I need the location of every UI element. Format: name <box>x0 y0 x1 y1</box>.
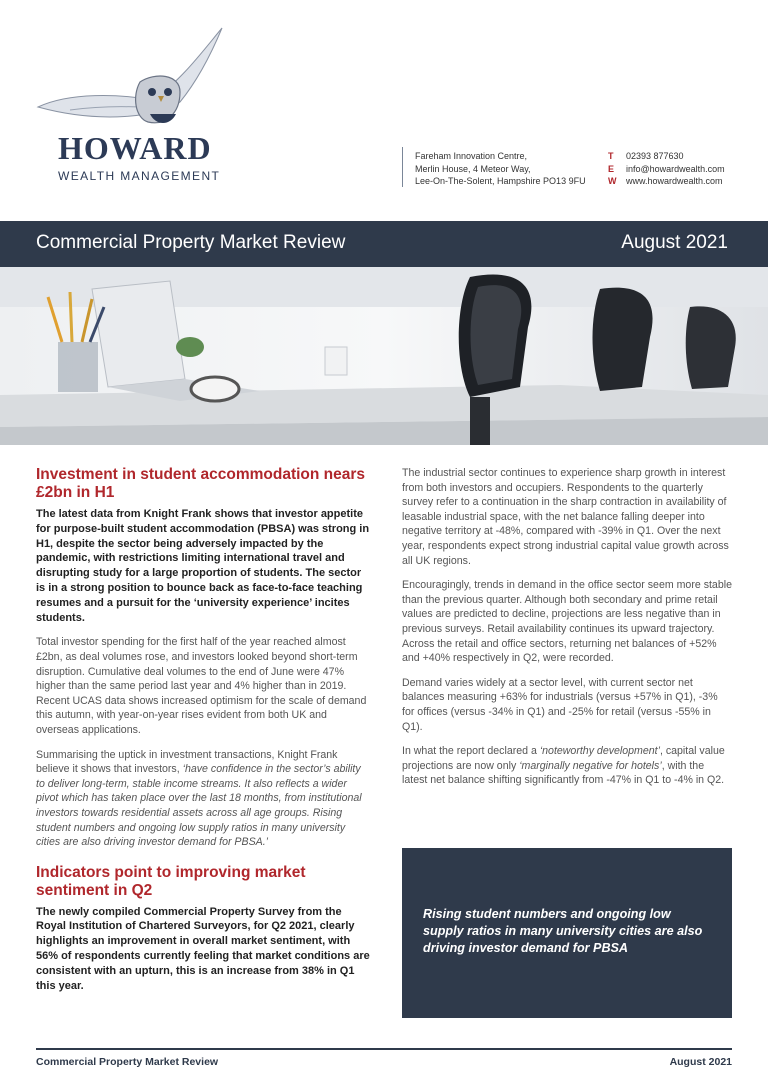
footer-date: August 2021 <box>669 1056 732 1068</box>
quoted-text: ‘marginally negative for hotels’ <box>519 759 662 772</box>
brand-subtitle: WEALTH MANAGEMENT <box>58 169 221 183</box>
footer-rule <box>36 1048 732 1050</box>
body-paragraph <box>36 748 372 850</box>
title-bar <box>0 221 768 267</box>
left-column <box>36 466 372 1003</box>
body-text: Summarising the uptick in investment transactions, Knight Frank believe it shows that investors, <box>36 748 338 776</box>
pull-quote-box <box>402 848 732 1018</box>
phone-value: 02393 877630 <box>626 151 684 161</box>
lead-paragraph: The newly compiled Commercial Property Survey from the Royal Institution of Chartered Surveyors, for Q2 2021, clearly highlights an improvement in overall market sentiment, with 56% of respondents currently feeling that market conditions are consistent with an upturn, this is an increase from 38% in Q1 this year. <box>36 905 370 992</box>
section-heading-student-accommodation: Investment in student accommodation nears £2bn in H1 <box>36 466 366 501</box>
email-letter: E <box>608 163 615 174</box>
section-heading-market-sentiment: Indicators point to improving market sentiment in Q2 <box>36 863 306 899</box>
body-paragraph: Encouragingly, trends in demand in the office sector seem more stable than the previous quarter. Although both secondary and prime retail values are predicted to decline, projections are less negative than in previous surveys. Retail availability continues its upward trajectory. Across the retail and office sectors, returning net balances of +52% and +40% respectively in Q2, were recorded. <box>402 579 732 665</box>
body-text: , with the latest net balance shifting significantly from -47% in Q1 to -4% in Q2. <box>402 759 725 787</box>
address-line: Fareham Innovation Centre, <box>415 151 528 161</box>
body-text: In what the report declared a <box>402 745 540 758</box>
contact-block <box>608 150 725 188</box>
email-value: info@howardwealth.com <box>626 163 725 174</box>
lead-paragraph: The latest data from Knight Frank shows that investor appetite for purpose-built student accommodation (PBSA) was strong in H1, despite the sector being adversely impacted by the pandemic, with restrictions limiting international travel and disrupting study for a large proportion of students. The sector is in a strong position to bounce back as face-to-face teaching resumes and a pursuit for the ‘university experience’ incites students. <box>36 508 370 624</box>
document-title: Commercial Property Market Review <box>36 232 346 253</box>
web-letter: W <box>608 176 617 186</box>
address-line: Merlin House, 4 Meteor Way, <box>415 163 531 174</box>
footer-title: Commercial Property Market Review <box>36 1056 219 1068</box>
document-date: August 2021 <box>621 232 728 253</box>
brand-name: HOWARD <box>58 130 212 166</box>
phone-letter: T <box>608 151 614 161</box>
web-row <box>608 175 725 188</box>
right-column <box>402 466 732 798</box>
contact-divider <box>402 147 403 187</box>
email-row <box>608 163 725 176</box>
body-text: , capital value projections are now only <box>402 745 725 772</box>
body-paragraph <box>402 744 732 788</box>
body-paragraph: Demand varies widely at a sector level, with current sector net balances measuring +63% for industrials (versus +57% in Q1), -3% for offices (versus -34% in Q1) and -25% for retail (versus -55% in Q1). <box>402 676 718 733</box>
body-paragraph: The industrial sector continues to experience sharp growth in interest from both investors and occupiers. Respondents to the quarterly survey refer to a continuation in the sharp contraction in availability of leasable industrial space, with the net balance falling deeper into negative territory at -48%, compared with -39% in Q1. Over the next year, respondents expect strong industrial capital value growth across all UK regions. <box>402 467 729 567</box>
body-paragraph: Total investor spending for the first half of the year reached almost £2bn, as deal volumes rose, and investors looked beyond short-term disruption. Cumulative deal volumes to the end of June were 47% higher than the same period last year and 4% higher than in 2019. Recent UCAS data shows increased optimism for the scale of demand this autumn, with year-on-year rises evident from both UK and overseas applications. <box>36 636 367 736</box>
office-photo <box>0 267 768 445</box>
address-block <box>415 150 586 188</box>
pull-quote-text: Rising student numbers and ongoing low supply ratios in many university cities are also driving investor demand for PBSA <box>423 907 703 955</box>
quoted-text: ‘noteworthy development’ <box>539 745 660 758</box>
quoted-text: ‘have confidence in the sector’s ability to deliver long-term, stable income streams. It also reflects a wider pivot which has taken place over the last 18 months, from institutional investors towards residential assets across all age groups. Rising student numbers and ongoing low supply ratios in many university cities are also driving investor demand for PBSA.’ <box>36 763 362 849</box>
phone-row <box>608 150 725 163</box>
address-line: Lee-On-The-Solent, Hampshire PO13 9FU <box>415 176 586 186</box>
web-value: www.howardwealth.com <box>626 176 723 186</box>
